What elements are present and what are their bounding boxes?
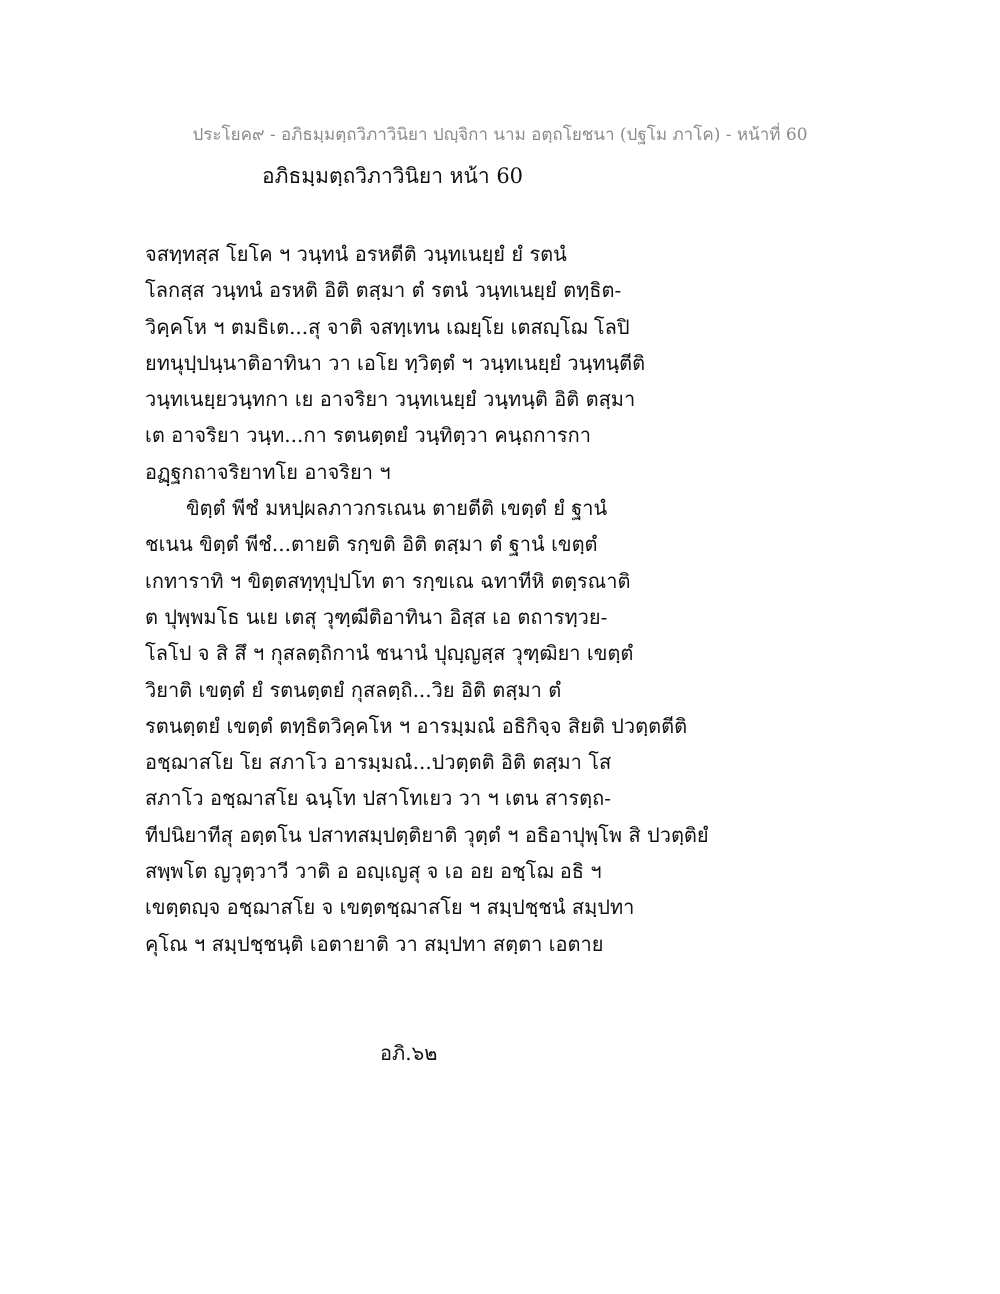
text-line: ทีปนิยาทีสุ อตฺตโน ปสาทสมฺปตฺติยาติ วุตฺตํ ฯ อธิอาปุพฺโพ สิ ปวตฺติยํ <box>145 822 709 847</box>
text-line: ยทนุปฺปนฺนาติอาทินา วา เอโย ทฺวิตฺตํ ฯ วนฺทเนยฺยํ วนฺทนฺตีติ <box>145 350 646 375</box>
text-line: วิคฺคโห ฯ ตมธิเต...สุ จาติ จสทฺเทน เฌยฺโย เตสญฺโฌ โลปิ <box>145 314 630 339</box>
text-line: โลกสฺส วนฺทนํ อรหติ อิติ ตสฺมา ตํ รตนํ วนฺทเนยฺยํ ตทฺธิต- <box>145 278 622 303</box>
text-line: สพฺพโต ญวุตฺวาวี วาติ อ อญฺเญสุ จ เอ อย อชฺโฌ อธิ ฯ <box>145 859 602 884</box>
text-line: เกทาราทิ ฯ ขิตฺตสทฺทุปฺปโท ตา รกฺขเณ ฉทาทีหิ ตตฺรณาติ <box>145 568 631 593</box>
running-header: ประโยค๙ - อภิธมฺมตฺถวิภาวินิยา ปญฺจิกา นาม อตฺถโยชนา (ปฐโม ภาโค) - หน้าที่ 60 <box>192 125 808 145</box>
text-line: ขิตฺตํ พีชํ มหปฺผลภาวกรเณน ตายตีติ เขตฺตํ ยํ ฐานํ <box>186 496 608 521</box>
page-title: อภิธมฺมตฺถวิภาวินิยา หน้า 60 <box>262 164 524 188</box>
text-line: รตนตฺตยํ เขตฺตํ ตทฺธิตวิคฺคโห ฯ อารมฺมณํ อธิกิจฺจ สิยติ ปวตฺตตีติ <box>145 713 688 738</box>
text-line: เขตฺตญฺจ อชฺฌาสโย จ เขตฺตชฺฌาสโย ฯ สมฺปชฺชนํ สมฺปทา <box>145 895 635 920</box>
text-line: ชเนน ขิตฺตํ พีชํ...ตายติ รกฺขติ อิติ ตสฺมา ตํ ฐานํ เขตฺตํ <box>145 532 598 557</box>
text-line: อฏฺฐกถาจริยาทโย อาจริยา ฯ <box>145 459 391 484</box>
text-line: สภาโว อชฺฌาสโย ฉนฺโท ปสาโทเยว วา ฯ เตน สารตฺถ- <box>145 786 611 811</box>
text-line: จสทฺทสฺส โยโค ฯ วนฺทนํ อรหตีติ วนฺทเนยฺยํ ยํ รตนํ <box>145 242 567 266</box>
text-line: ต ปุพฺพมโธ นเย เตสุ วุฑฺฒีติอาทินา อิสฺส เอ ตถารทฺวย- <box>145 604 608 629</box>
text-line: วนฺทเนยฺยวนฺทกา เย อาจริยา วนฺทเนยฺยํ วนฺทนฺติ อิติ ตสฺมา <box>145 387 636 412</box>
text-line: วิยาติ เขตฺตํ ยํ รตนตฺตยํ กุสลตฺถิ...วิย อิติ ตสฺมา ตํ <box>145 677 562 702</box>
body-text <box>145 236 865 962</box>
text-line: เต อาจริยา วนฺท...กา รตนตฺตยํ วนฺทิตฺวา คนฺถการกา <box>145 423 591 448</box>
text-line: คุโณ ฯ สมฺปชฺชนฺติ เอตายาติ วา สมฺปทา สตฺตา เอตาย <box>145 931 604 956</box>
text-line: โลโป จ สิ สึ ฯ กุสลตฺถิกานํ ชนานํ ปุญฺญสฺส วุฑฺฒิยา เขตฺตํ <box>145 641 634 666</box>
page-marker: อภิ.๖๒ <box>380 1041 438 1065</box>
text-line: อชฺฌาสโย โย สภาโว อารมฺมณํ...ปวตฺตติ อิติ ตสฺมา โส <box>145 750 612 775</box>
